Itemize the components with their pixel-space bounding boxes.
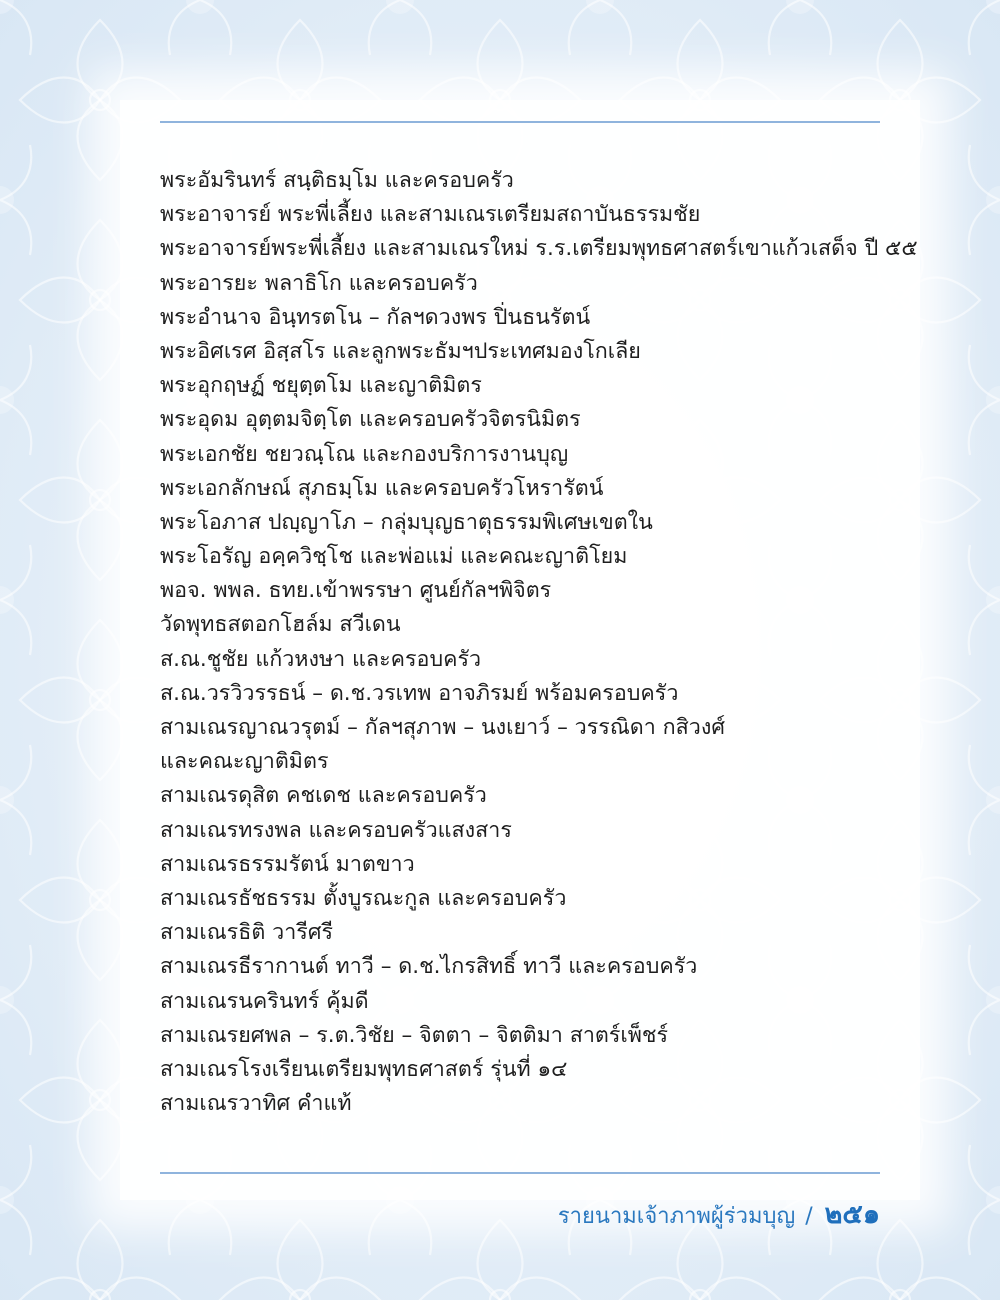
donor-name-list <box>160 164 918 1121</box>
list-item: พระอัมรินทร์ สนฺติธมฺโม และครอบครัว <box>160 168 514 193</box>
list-item: สามเณรดุสิต คชเดช และครอบครัว <box>160 783 487 809</box>
bottom-divider <box>160 1172 880 1174</box>
list-item: สามเณรธรรมรัตน์ มาตขาว <box>160 851 415 877</box>
list-item: พระเอกชัย ชยวณฺโณ และกองบริการงานบุญ <box>160 441 569 467</box>
list-item: และคณะญาติมิตร <box>160 749 329 775</box>
list-item: พระอารยะ พลาธิโก และครอบครัว <box>160 270 478 296</box>
footer-section-title: รายนามเจ้าภาพผู้ร่วมบุญ <box>557 1204 796 1229</box>
list-item: พอจ. พพล. ธทย.เข้าพรรษา ศูนย์กัลฯพิจิตร <box>160 578 552 604</box>
top-divider <box>160 121 880 123</box>
list-item: ส.ณ.วรวิวรรธน์ – ด.ช.วรเทพ อาจภิรมย์ พร้อมครอบครัว <box>160 680 679 706</box>
list-item: สามเณรวาทิศ คำแท้ <box>160 1091 352 1117</box>
page-number: ๒๕๑ <box>824 1199 880 1230</box>
list-item: ส.ณ.ชูชัย แก้วหงษา และครอบครัว <box>160 646 482 672</box>
list-item: พระอำนาจ อินฺทรตโน – กัลฯดวงพร ปิ่นธนรัตน์ <box>160 304 591 330</box>
list-item: สามเณรญาณวรุตม์ – กัลฯสุภาพ – นงเยาว์ – วรรณิดา กสิวงศ์ <box>160 715 725 740</box>
list-item: พระอุดม อุตฺตมจิตฺโต และครอบครัวจิตรนิมิตร <box>160 407 581 433</box>
list-item: พระโอภาส ปญฺญาโภ – กลุ่มบุญธาตุธรรมพิเศษเขตใน <box>160 509 653 535</box>
list-item: สามเณรธิติ วารีศรี <box>160 920 334 946</box>
list-item: วัดพุทธสตอกโฮล์ม สวีเดน <box>160 612 401 638</box>
list-item: พระอุกฤษฏ์ ชยุตฺตโม และญาติมิตร <box>160 373 482 399</box>
list-item: พระอาจารย์ พระพี่เลี้ยง และสามเณรเตรียมสถาบันธรรมชัย <box>160 202 701 228</box>
list-item: สามเณรยศพล – ร.ต.วิชัย – จิตตา – จิตติมา สาตร์เพ็ชร์ <box>160 1022 669 1048</box>
footer-separator: / <box>805 1204 813 1229</box>
list-item: พระอาจารย์พระพี่เลี้ยง และสามเณรใหม่ ร.ร.เตรียมพุทธศาสตร์เขาแก้วเสด็จ ปี ๕๕ <box>160 236 918 262</box>
list-item: พระเอกลักษณ์ สุภธมฺโม และครอบครัวโหรารัตน์ <box>160 475 604 501</box>
list-item: สามเณรนครินทร์ คุ้มดี <box>160 988 369 1014</box>
list-item: พระโอรัญ อคฺควิชฺโช และพ่อแม่ และคณะญาติโยม <box>160 544 628 570</box>
list-item: สามเณรโรงเรียนเตรียมพุทธศาสตร์ รุ่นที่ ๑๔ <box>160 1056 568 1082</box>
list-item: สามเณรธีรากานต์ ทาวี – ด.ช.ไกรสิทธิ์ ทาวี และครอบครัว <box>160 954 698 980</box>
list-item: พระอิศเรศ อิสฺสโร และลูกพระธัมฯประเทศมองโกเลีย <box>160 338 641 364</box>
page-footer <box>558 1192 880 1235</box>
list-item: สามเณรทรงพล และครอบครัวแสงสาร <box>160 817 512 843</box>
list-item: สามเณรธัชธรรม ตั้งบูรณะกูล และครอบครัว <box>160 885 567 911</box>
